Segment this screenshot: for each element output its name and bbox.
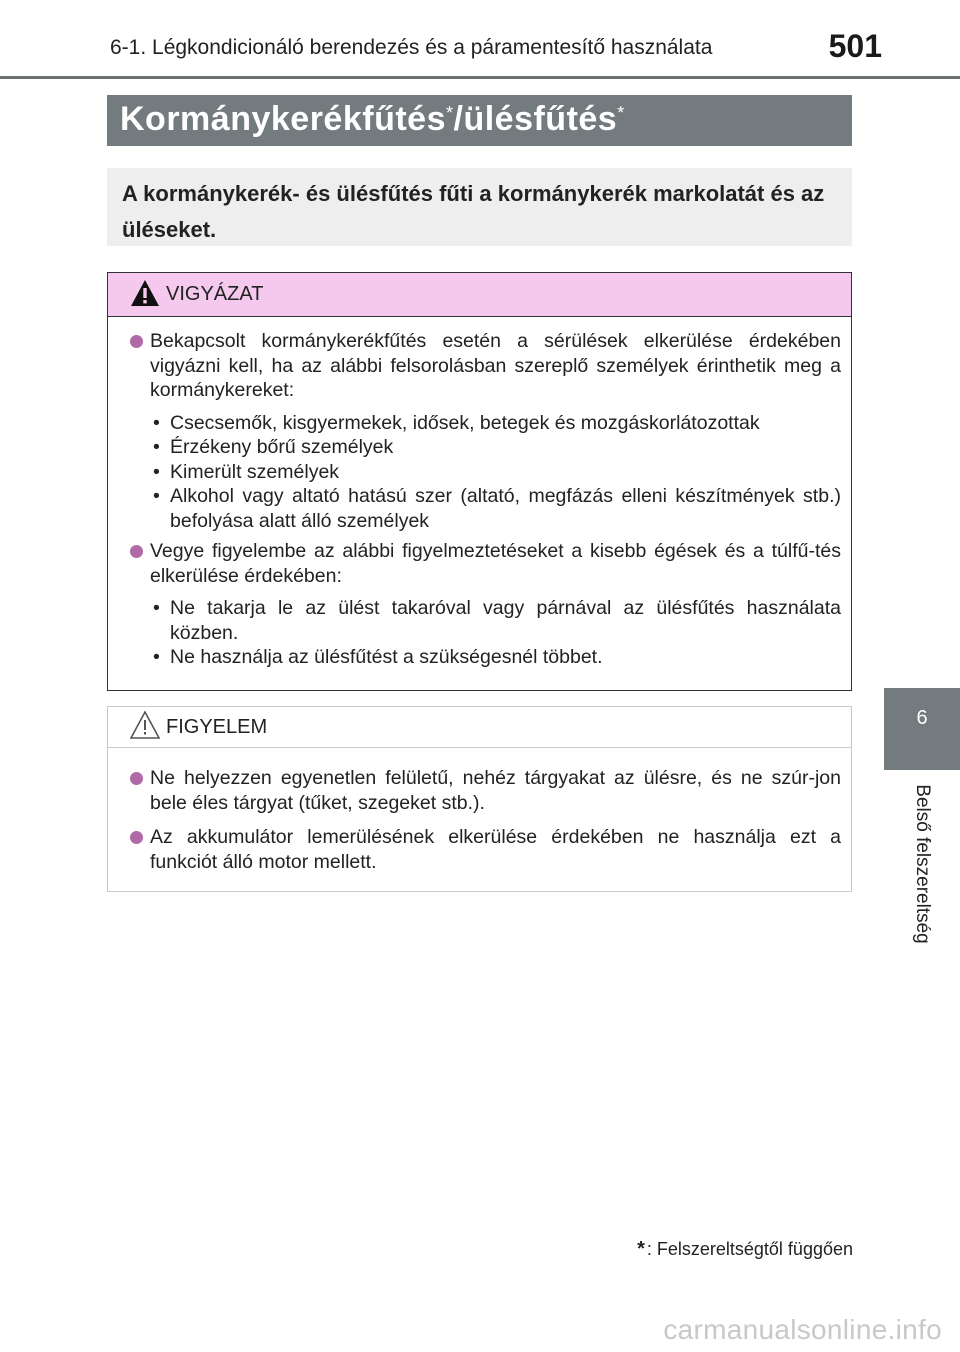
warning-sublist	[130, 596, 841, 670]
watermark: carmanualsonline.info	[663, 1314, 942, 1345]
notice-item	[130, 825, 841, 874]
warning-body	[108, 317, 851, 670]
list-item-text: Csecsemők, kisgyermekek, idősek, betegek és mozgáskorlátozottak	[170, 411, 760, 434]
notice-item	[130, 766, 841, 815]
notice-item-text: Az akkumulátor lemerülésének elkerülése érdekében ne használja ezt a funkciót álló motor mellett.	[150, 826, 841, 873]
footnote	[637, 1238, 853, 1261]
section-title-part-2: /ülésfűtés	[453, 100, 618, 138]
bullet-dot-icon	[130, 545, 143, 558]
list-item-text: Alkohol vagy altató hatású szer (altató, megfázás elleni készítmények stb.) befolyása alatt álló személyek	[170, 485, 841, 532]
section-title-part-1: Kormánykerékfűtés	[120, 100, 446, 138]
footnote-mark: *	[617, 103, 625, 123]
notice-box	[107, 706, 852, 892]
notice-label: FIGYELEM	[166, 716, 268, 738]
warning-sublist	[130, 411, 841, 534]
list-item: • Kimerült személyek	[153, 460, 340, 483]
list-item: • Csecsemők, kisgyermekek, idősek, betegek és mozgáskorlátozottak	[153, 411, 760, 434]
section-title	[107, 95, 852, 146]
intro-summary: A kormánykerék- és ülésfűtés fűti a kormánykerék markolatát és az üléseket.	[107, 168, 852, 246]
chapter-tab: 6	[884, 688, 960, 770]
bullet-dot-icon	[130, 831, 143, 844]
bullet-dot-icon	[130, 335, 143, 348]
footnote-mark: *	[445, 103, 454, 123]
notice-item-text: Ne helyezzen egyenetlen felületű, nehéz tárgyakat az ülésre, és ne szúr-jon bele éles tárgyat (tűket, szegeket stb.).	[150, 767, 841, 814]
chapter-label-text: Belső felszereltség	[912, 784, 933, 944]
footnote-text: : Felszereltségtől függően	[646, 1239, 853, 1259]
notice-body	[108, 748, 851, 874]
list-item-text: Kimerült személyek	[170, 460, 340, 483]
list-item: • Ne takarja le az ülést takaróval vagy párnával az ülésfűtés használata közben.	[153, 597, 841, 644]
list-item: • Ne használja az ülésfűtést a szükségesnél többet.	[153, 646, 603, 668]
running-head: 6-1. Légkondicionáló berendezés és a páramentesítő használata	[110, 36, 713, 59]
list-item-text: Érzékeny bőrű személyek	[170, 436, 394, 458]
list-item: • Alkohol vagy altató hatású szer (altató, megfázás elleni készítmények stb.) befolyása alatt álló személyek	[153, 485, 841, 532]
warning-header	[108, 273, 851, 317]
bullet-dot-icon	[130, 772, 143, 785]
page-number: 501	[828, 28, 882, 64]
footnote-mark: *	[637, 1238, 645, 1260]
warning-label: VIGYÁZAT	[166, 283, 264, 305]
list-item: • Érzékeny bőrű személyek	[153, 436, 394, 458]
caution-triangle-icon	[130, 710, 160, 740]
notice-header	[108, 707, 851, 748]
list-item-text: Ne takarja le az ülést takaróval vagy párnával az ülésfűtés használata közben.	[170, 597, 841, 644]
warning-item	[130, 329, 841, 403]
warning-item	[130, 539, 841, 588]
header-divider	[0, 76, 960, 79]
warning-triangle-icon	[130, 278, 160, 308]
warning-item-text: Vegye figyelembe az alábbi figyelmeztetéseket a kisebb égések és a túlfű-tés elkerülése érdekében:	[150, 540, 841, 587]
warning-item-text: Bekapcsolt kormánykerékfűtés esetén a sérülések elkerülése érdekében vigyázni kell, ha az alábbi felsorolásban szereplő személyek érinthetik meg a kormánykereket:	[150, 330, 841, 401]
warning-box	[107, 272, 852, 691]
chapter-label	[884, 782, 960, 962]
list-item-text: Ne használja az ülésfűtést a szükségesnél többet.	[170, 646, 603, 668]
